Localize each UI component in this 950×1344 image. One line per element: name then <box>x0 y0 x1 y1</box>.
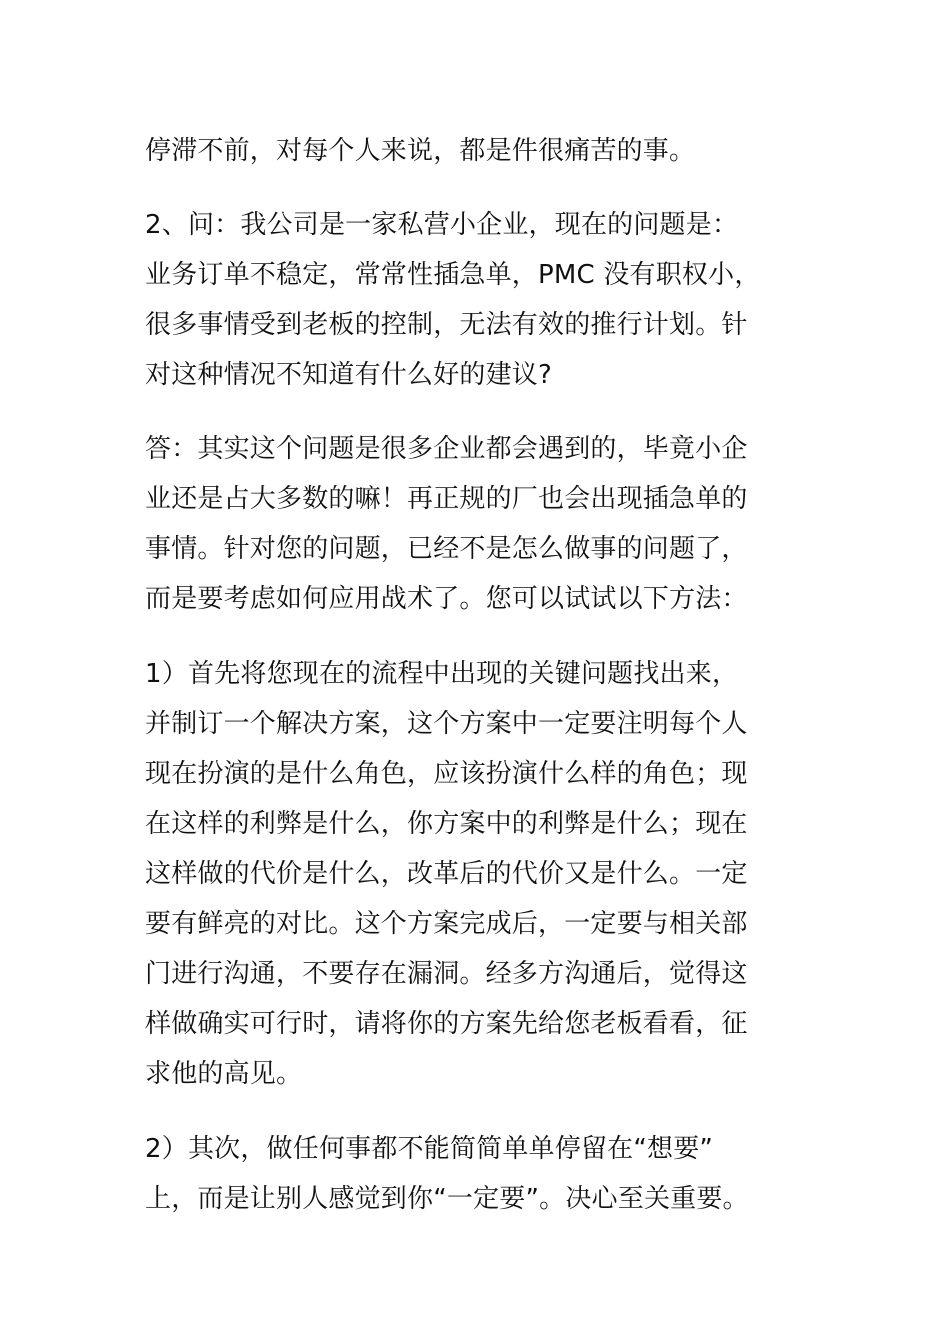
text-line: 并制订一个解决方案，这个方案中一定要注明每个人 <box>145 709 748 739</box>
text-line: 这样做的代价是什么，改革后的代价又是什么。一定 <box>145 859 748 889</box>
text-line: 现在扮演的是什么角色，应该扮演什么样的角色；现 <box>145 759 748 789</box>
text-line: 答：其实这个问题是很多企业都会遇到的，毕竟小企 <box>145 434 748 464</box>
paragraph-intro-ending <box>145 126 815 176</box>
text-line: 上，而是让别人感觉到你“一定要”。决心至关重要。 <box>145 1184 749 1214</box>
text-line: 样做确实可行时，请将你的方案先给您老板看看，征 <box>145 1009 748 1039</box>
text-line: 事情。针对您的问题，已经不是怎么做事的问题了， <box>145 534 748 564</box>
text-line: 在这样的利弊是什么，你方案中的利弊是什么；现在 <box>145 809 748 839</box>
text-line: 2）其次，做任何事都不能简简单单停留在“想要” <box>145 1134 714 1164</box>
text-line: 很多事情受到老板的控制，无法有效的推行计划。针 <box>145 310 748 340</box>
paragraph-question-2 <box>145 200 815 400</box>
paragraph-method-2 <box>145 1124 815 1224</box>
text-line: 对这种情况不知道有什么好的建议? <box>145 360 553 390</box>
text-line: 1）首先将您现在的流程中出现的关键问题找出来， <box>145 659 739 689</box>
text-line: 求他的高见。 <box>145 1059 303 1089</box>
text-line: 而是要考虑如何应用战术了。您可以试试以下方法： <box>145 584 748 614</box>
text-line: 停滞不前，对每个人来说，都是件很痛苦的事。 <box>145 136 696 166</box>
text-line: 2、问：我公司是一家私营小企业，现在的问题是： <box>145 210 739 240</box>
paragraph-answer-2 <box>145 424 815 624</box>
text-line: 要有鲜亮的对比。这个方案完成后，一定要与相关部 <box>145 909 748 939</box>
paragraph-method-1 <box>145 649 815 1099</box>
text-line: 门进行沟通，不要存在漏洞。经多方沟通后，觉得这 <box>145 959 748 989</box>
text-line: 业务订单不稳定，常常性插急单，PMC 没有职权小， <box>145 260 761 290</box>
text-line: 业还是占大多数的嘛！再正规的厂也会出现插急单的 <box>145 484 748 514</box>
